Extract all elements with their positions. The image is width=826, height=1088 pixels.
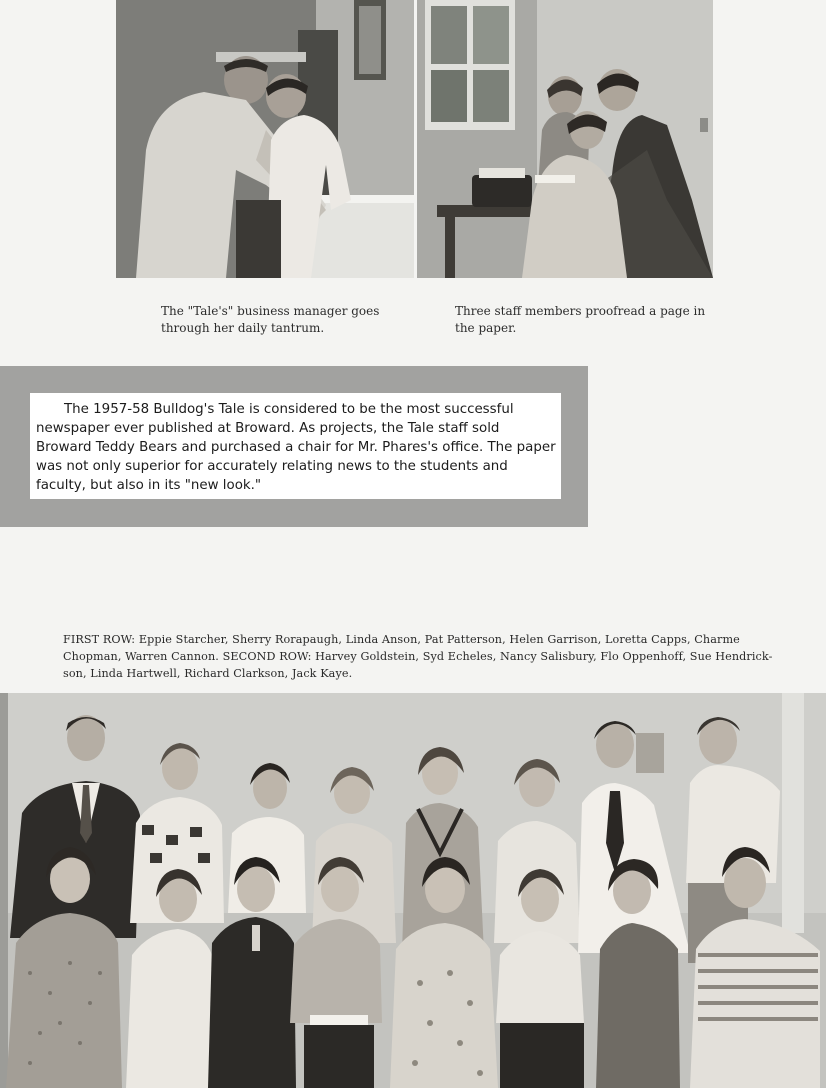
proofreading-photo <box>417 0 713 278</box>
business-manager-photo <box>116 0 414 278</box>
business-manager-caption: The "Tale's" business manager goes through her daily tantrum. <box>161 304 380 335</box>
staff-roster: FIRST ROW: Eppie Starcher, Sherry Rorapaugh, Linda Anson, Pat Patterson, Helen Garrison, Loretta Capps, Charme Chopman, Warren Cannon. SECOND ROW: Harvey Goldstein, Syd Echeles, Nancy Salisbury, Flo Oppenhoff, Sue Hendrick-son, Linda Hartwell, Richard Clarkson, Jack Kaye. <box>63 633 773 680</box>
story-paragraph: The 1957-58 Bulldog's Tale is considered to be the most successful newspaper ever published at Broward. As projects, the Tale staff sold Broward Teddy Bears and purchased a chair for Mr. Phares's office. The paper was not only superior for accurately relating news to the students and faculty, but also in its "new look." <box>36 402 556 493</box>
staff-group-photo <box>0 693 826 1088</box>
proofreading-caption: Three staff members proofread a page in the paper. <box>455 304 706 335</box>
